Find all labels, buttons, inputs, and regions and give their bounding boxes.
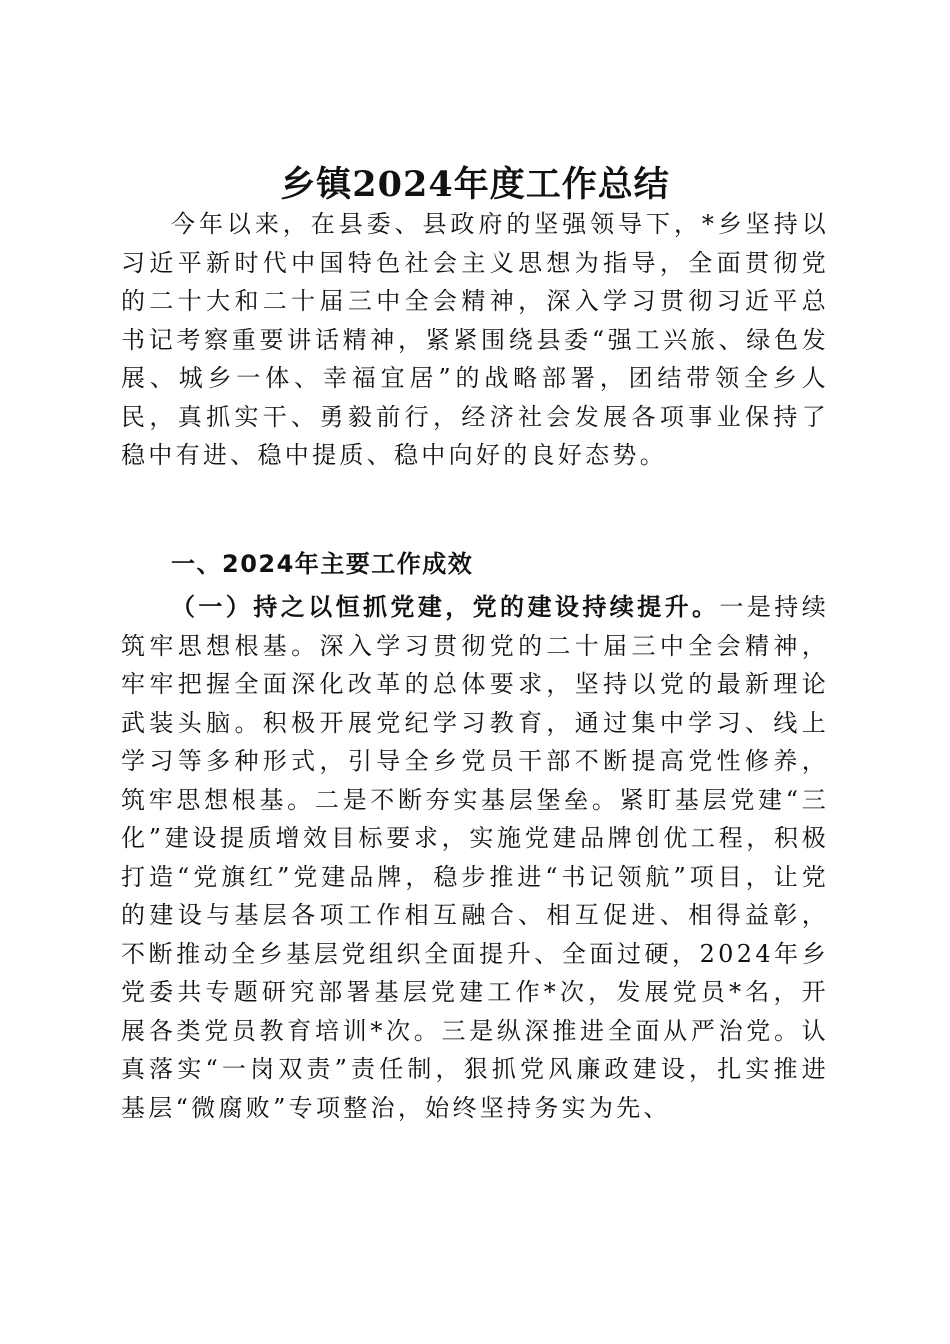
section-paragraph [121, 588, 829, 1127]
subsection-heading: （一）持之以恒抓党建，党的建设持续提升。 [171, 592, 720, 621]
section-heading: 一、2024年主要工作成效 [171, 550, 474, 578]
subsection-body: 一是持续筑牢思想根基。深入学习贯彻党的二十届三中全会精神，牢牢把握全面深化改革的总体要求，坚持以党的最新理论武装头脑。积极开展党纪学习教育，通过集中学习、线上学习等多种形式，引导全乡党员干部不断提高党性修养，筑牢思想根基。二是不断夯实基层堡垒。紧盯基层党建“三化”建设提质增效目标要求，实施党建品牌创优工程，积极打造“党旗红”党建品牌，稳步推进“书记领航”项目，让党的建设与基层各项工作相互融合、相互促进、相得益彰，不断推动全乡基层党组织全面提升、全面过硬，2024年乡党委共专题研究部署基层党建工作*次，发展党员*名，开展各类党员教育培训*次。三是纵深推进全面从严治党。认真落实“一岗双责”责任制，狠抓党风廉政建设，扎实推进基层“微腐败”专项整治，始终坚持务实为先、 [121, 593, 830, 1122]
document-title: 乡镇2024年度工作总结 [280, 164, 670, 206]
intro-paragraph: 今年以来，在县委、县政府的坚强领导下，*乡坚持以习近平新时代中国特色社会主义思想为指导，全面贯彻党的二十大和二十届三中全会精神，深入学习贯彻习近平总书记考察重要讲话精神，紧紧围绕县委“强工兴旅、绿色发展、城乡一体、幸福宜居”的战略部署，团结带领全乡人民，真抓实干、勇毅前行，经济社会发展各项事业保持了稳中有进、稳中提质、稳中向好的良好态势。 [121, 210, 829, 469]
